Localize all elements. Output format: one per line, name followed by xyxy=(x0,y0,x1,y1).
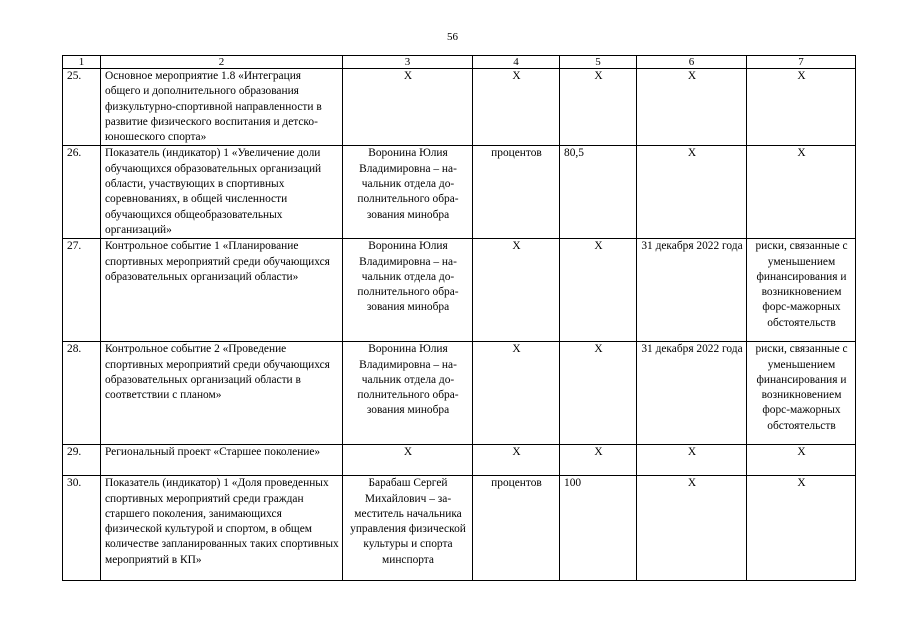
row-responsible: Воронина Юлия Владимировна – начальник отдела дополнительного образования минобра xyxy=(343,239,473,342)
row-risk: риски, связанные с уменьшением финансирования и возникновением форс-мажорных обстоятельств xyxy=(747,239,856,342)
row-value: Х xyxy=(560,239,637,342)
row-unit: процентов xyxy=(473,146,560,239)
row-responsible: Х xyxy=(343,69,473,146)
row-date: Х xyxy=(637,69,747,146)
row-name: Показатель (индикатор) 1 «Доля проведенных спортивных мероприятий среди граждан старшего поколения, занимающихся физической культурой и спортом, в общем количестве запланированных таких спортивных мероприятий в КП» xyxy=(101,476,343,581)
table-row xyxy=(63,476,856,581)
table-row xyxy=(63,146,856,239)
header-cell-1: 1 xyxy=(63,56,101,69)
header-cell-6: 6 xyxy=(637,56,747,69)
header-row xyxy=(63,56,856,69)
row-date: Х xyxy=(637,445,747,476)
row-unit: процентов xyxy=(473,476,560,581)
header-cell-5: 5 xyxy=(560,56,637,69)
row-unit: Х xyxy=(473,342,560,445)
row-unit: Х xyxy=(473,239,560,342)
table-row xyxy=(63,342,856,445)
row-number: 27. xyxy=(63,239,101,342)
header-cell-4: 4 xyxy=(473,56,560,69)
row-value: Х xyxy=(560,445,637,476)
row-unit: Х xyxy=(473,69,560,146)
row-name: Контрольное событие 1 «Планирование спортивных мероприятий среди обучающихся образовательных организаций области» xyxy=(101,239,343,342)
row-risk: Х xyxy=(747,445,856,476)
table-row xyxy=(63,445,856,476)
header-cell-7: 7 xyxy=(747,56,856,69)
row-name: Контрольное событие 2 «Проведение спортивных мероприятий среди обучающихся образовательных организаций области в соответствии с планом» xyxy=(101,342,343,445)
row-name: Региональный проект «Старшее поколение» xyxy=(101,445,343,476)
row-number: 29. xyxy=(63,445,101,476)
row-risk: Х xyxy=(747,69,856,146)
header-cell-3: 3 xyxy=(343,56,473,69)
row-risk: Х xyxy=(747,146,856,239)
row-date: 31 декабря 2022 года xyxy=(637,342,747,445)
header-cell-2: 2 xyxy=(101,56,343,69)
row-responsible: Воронина Юлия Владимировна – начальник отдела дополнительного образования минобра xyxy=(343,342,473,445)
row-value: Х xyxy=(560,342,637,445)
row-responsible: Воронина Юлия Владимировна – начальник отдела дополнительного образования минобра xyxy=(343,146,473,239)
row-number: 26. xyxy=(63,146,101,239)
row-value: 100 xyxy=(560,476,637,581)
plan-table xyxy=(62,55,856,581)
row-name: Основное мероприятие 1.8 «Интеграция общего и дополнительного образования физкультурно-спортивной направленности в развитие физического воспитания и детско-юношеского спорта» xyxy=(101,69,343,146)
page-number: 56 xyxy=(447,31,458,43)
row-name: Показатель (индикатор) 1 «Увеличение доли обучающихся образовательных организаций области, участвующих в спортивных соревнованиях, в общей численности обучающихся общеобразовательных организаций» xyxy=(101,146,343,239)
row-date: 31 декабря 2022 года xyxy=(637,239,747,342)
table-row xyxy=(63,239,856,342)
row-risk: Х xyxy=(747,476,856,581)
table-row xyxy=(63,69,856,146)
row-risk: риски, связанные с уменьшением финансирования и возникновением форс-мажорных обстоятельств xyxy=(747,342,856,445)
row-date: Х xyxy=(637,146,747,239)
row-responsible: Барабаш Сергей Михайлович – заместитель начальника управления физической культуры и спорта минспорта xyxy=(343,476,473,581)
row-value: 80,5 xyxy=(560,146,637,239)
row-value: Х xyxy=(560,69,637,146)
row-unit: Х xyxy=(473,445,560,476)
row-date: Х xyxy=(637,476,747,581)
row-responsible: Х xyxy=(343,445,473,476)
row-number: 25. xyxy=(63,69,101,146)
row-number: 28. xyxy=(63,342,101,445)
row-number: 30. xyxy=(63,476,101,581)
